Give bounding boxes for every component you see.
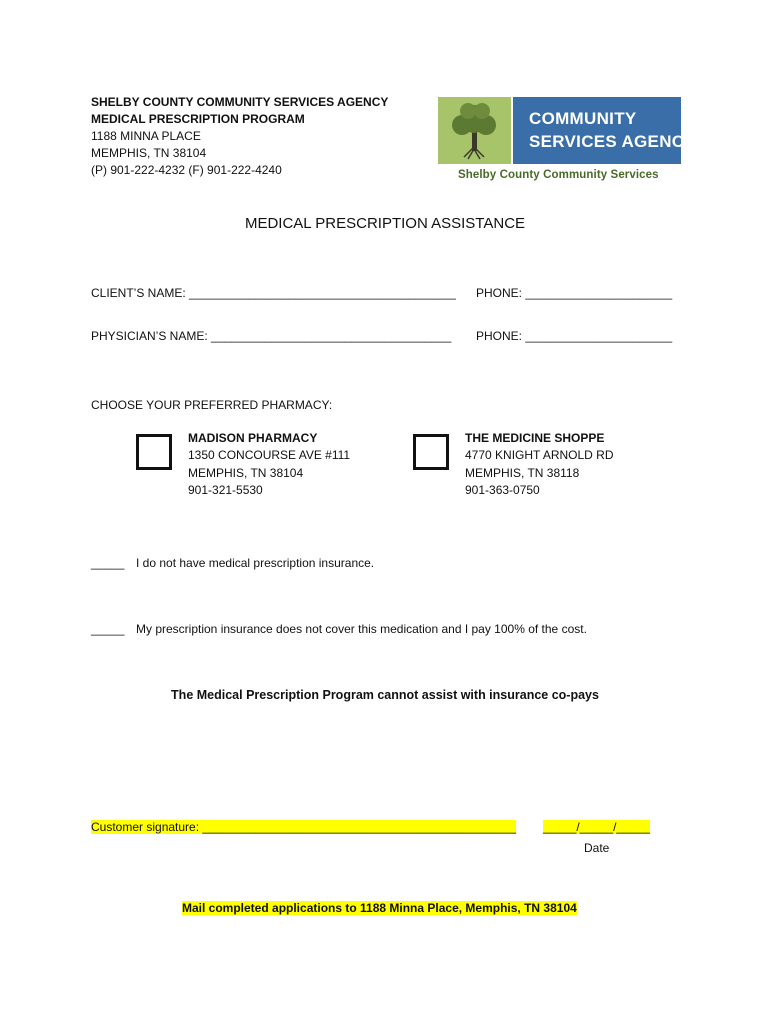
pharmacy-name: THE MEDICINE SHOPPE <box>465 431 605 445</box>
pharmacy-name: MADISON PHARMACY <box>188 431 318 445</box>
agency-phones: (P) 901-222-4232 (F) 901-222-4240 <box>91 163 282 177</box>
pharmacy-phone: 901-363-0750 <box>465 483 540 497</box>
pharmacy-city: MEMPHIS, TN 38118 <box>465 466 580 480</box>
no-insurance-text: I do not have medical prescription insurance. <box>136 556 375 570</box>
no-insurance-blank[interactable]: _____ <box>91 556 125 570</box>
logo-subtitle: Shelby County Community Services <box>458 169 659 181</box>
madison-pharmacy-checkbox[interactable] <box>136 434 172 470</box>
logo-title-line1: COMMUNITY <box>529 109 637 128</box>
form-title: MEDICAL PRESCRIPTION ASSISTANCE <box>244 215 526 232</box>
program-name: MEDICAL PRESCRIPTION PROGRAM <box>91 112 305 126</box>
customer-signature-field[interactable]: Customer signature: _______________________________________________ <box>91 820 517 834</box>
date-label: Date <box>584 841 610 855</box>
logo-title-line2: SERVICES AGENCY <box>529 132 696 151</box>
physician-name-field[interactable]: PHYSICIAN’S NAME: ____________________________________ <box>91 329 452 343</box>
pharmacy-city: MEMPHIS, TN 38104 <box>188 466 304 480</box>
logo-tree-icon <box>438 97 511 164</box>
agency-city: MEMPHIS, TN 38104 <box>91 146 207 160</box>
pharmacy-address: 1350 CONCOURSE AVE #111 <box>188 448 351 462</box>
agency-address: 1188 MINNA PLACE <box>91 129 201 143</box>
not-covered-blank[interactable]: _____ <box>91 622 125 636</box>
choose-pharmacy-label: CHOOSE YOUR PREFERRED PHARMACY: <box>91 398 333 412</box>
agency-name: SHELBY COUNTY COMMUNITY SERVICES AGENCY <box>91 95 389 109</box>
client-name-field[interactable]: CLIENT’S NAME: ________________________________________ <box>91 286 456 300</box>
pharmacy-address: 4770 KNIGHT ARNOLD RD <box>465 448 614 462</box>
mail-instructions: Mail completed applications to 1188 Minna Place, Memphis, TN 38104 <box>182 901 577 915</box>
copay-notice: The Medical Prescription Program cannot assist with insurance co-pays <box>171 688 599 702</box>
physician-phone-field[interactable]: PHONE: ______________________ <box>476 329 673 343</box>
medicine-shoppe-checkbox[interactable] <box>413 434 449 470</box>
date-field[interactable]: _____/_____/_____ <box>543 820 650 834</box>
pharmacy-phone: 901-321-5530 <box>188 483 263 497</box>
not-covered-text: My prescription insurance does not cover this medication and I pay 100% of the cost. <box>136 622 587 636</box>
client-phone-field[interactable]: PHONE: ______________________ <box>476 286 673 300</box>
